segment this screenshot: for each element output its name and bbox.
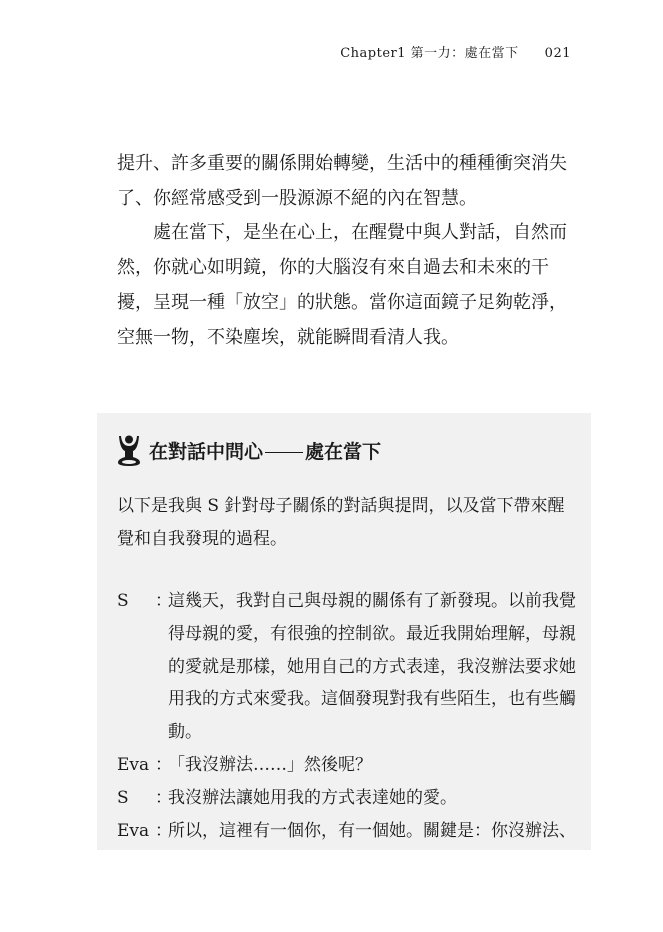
box-title-part2: 處在當下	[305, 440, 382, 463]
running-header	[340, 42, 571, 61]
box-title-part1: 在對話中問心	[149, 440, 264, 463]
em-dash	[265, 452, 303, 453]
dialog-line	[117, 815, 587, 848]
dialog-line	[117, 585, 587, 749]
paragraph-2: 處在當下，是坐在心上，在醒覺中與人對話，自然而然，你就心如明鏡，你的大腦沒有來自過去和未來的干擾，呈現一種「放空」的狀態。當你這面鏡子足夠乾淨，空無一物，不染塵埃，就能瞬間看清人我。	[117, 222, 567, 348]
dialog-text: 我沒辦法讓她用我的方式表達她的愛。	[168, 787, 457, 808]
body-text	[117, 147, 579, 355]
box-title	[115, 433, 381, 467]
running-title: Chapter1 第一力：處在當下	[340, 46, 519, 61]
dialog-line	[117, 749, 587, 782]
speaker: Eva	[117, 754, 150, 775]
meditating-figure-icon	[115, 433, 143, 467]
speaker-colon: ：	[155, 820, 172, 841]
box-title-text	[149, 437, 381, 464]
dialog-text: 「我沒辦法……」然後呢？	[168, 754, 372, 775]
speaker: Eva	[117, 820, 150, 841]
speaker-colon: ：	[155, 787, 172, 808]
speaker-colon: ：	[155, 754, 172, 775]
sidebar-box	[97, 413, 591, 850]
speaker: S	[117, 787, 129, 808]
dialog-text: 所以，這裡有一個你，有一個她。關鍵是：你沒辦法、	[168, 820, 576, 841]
box-intro: 以下是我與 S 針對母子關係的對話與提問，以及當下帶來醒覺和自我發現的過程。	[117, 496, 565, 549]
dialog-text: 這幾天，我對自己與母親的關係有了新發現。以前我覺得母親的愛，有很強的控制欲。最近我開始理解，母親的愛就是那樣，她用自己的方式表達，我沒辦法要求她用我的方式來愛我。這個發現對我有些陌生，也有些觸動。	[168, 591, 576, 743]
dialog	[117, 585, 587, 847]
speaker-colon: ：	[155, 591, 172, 611]
paragraph-1: 提升、許多重要的關係開始轉變，生活中的種種衝突消失了、你經常感受到一股源源不絕的內在智慧。	[117, 153, 567, 209]
dialog-line	[117, 782, 587, 815]
speaker: S	[117, 591, 129, 611]
page-number: 021	[544, 46, 571, 61]
